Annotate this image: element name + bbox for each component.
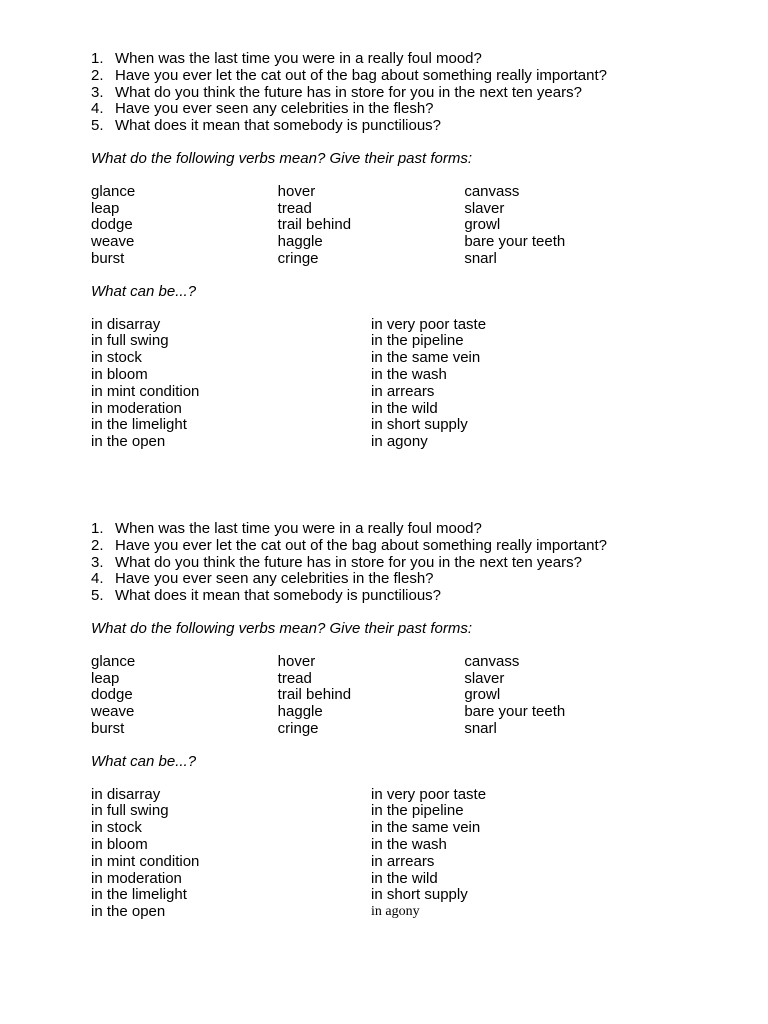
verb-column <box>464 184 651 268</box>
question-item: 1. When was the last time you were in a really foul mood? <box>91 50 482 67</box>
phrases-instruction: What can be...? <box>91 752 197 770</box>
question-item: 3. What do you think the future has in store for you in the next ten years? <box>91 83 582 101</box>
phrase-item: in agony <box>371 433 428 451</box>
question-item: 2. Have you ever let the cat out of the bag about something really important? <box>91 536 607 554</box>
phrase-item: in stock <box>91 819 142 837</box>
verb-item: tread <box>277 669 312 687</box>
phrase-item: in bloom <box>91 835 148 853</box>
question-item: 1. When was the last time you were in a really foul mood? <box>91 520 482 537</box>
verb-item: glance <box>91 182 136 200</box>
phrase-item: in mint condition <box>91 382 200 400</box>
verb-item: slaver <box>464 669 505 687</box>
phrase-item: in the pipeline <box>371 802 464 820</box>
verb-item: slaver <box>464 199 505 217</box>
worksheet-section-2 <box>91 521 651 921</box>
verb-column <box>278 654 465 738</box>
verb-item: bare your teeth <box>464 703 566 721</box>
phrase-item: in arrears <box>371 852 435 870</box>
verb-table <box>91 654 651 738</box>
verb-item: leap <box>91 199 120 217</box>
phrase-column <box>91 787 371 921</box>
verb-item: canvass <box>464 652 520 670</box>
verb-item: dodge <box>91 686 133 704</box>
question-item: 2. Have you ever let the cat out of the bag about something really important? <box>91 66 607 84</box>
verb-item: snarl <box>464 719 497 737</box>
verb-item: burst <box>91 249 125 267</box>
phrase-item: in the wild <box>371 869 438 887</box>
question-text: Have you ever seen any celebrities in the flesh? <box>115 100 434 118</box>
phrase-item: in the open <box>91 433 166 451</box>
verb-item: dodge <box>91 216 133 234</box>
verb-item: burst <box>91 719 125 737</box>
verb-item: weave <box>91 233 135 251</box>
phrase-item: in agony <box>371 904 420 920</box>
question-list <box>91 51 651 135</box>
verb-column <box>91 654 278 738</box>
phrase-item: in moderation <box>91 399 182 417</box>
phrase-item: in the wash <box>371 835 447 853</box>
question-text: Have you ever seen any celebrities in the flesh? <box>115 570 434 588</box>
question-text: What does it mean that somebody is punctilious? <box>115 587 442 605</box>
phrase-item: in mint condition <box>91 852 200 870</box>
verb-column <box>278 184 465 268</box>
question-item: 4. Have you ever seen any celebrities in the flesh? <box>91 100 434 118</box>
question-text: Have you ever let the cat out of the bag about something really important? <box>115 536 607 554</box>
verb-item: hover <box>277 182 316 200</box>
verb-item: growl <box>464 216 501 234</box>
phrase-item: in very poor taste <box>371 315 487 333</box>
phrase-item: in the same vein <box>371 819 481 837</box>
question-item: 4. Have you ever seen any celebrities in the flesh? <box>91 570 434 588</box>
phrase-item: in moderation <box>91 869 182 887</box>
verb-item: trail behind <box>277 216 352 234</box>
phrase-item: in the same vein <box>371 349 481 367</box>
question-item: 5. What does it mean that somebody is punctilious? <box>91 587 442 605</box>
verb-column <box>464 654 651 738</box>
phrase-column <box>91 317 371 451</box>
verbs-instruction: What do the following verbs mean? Give their past forms: <box>91 149 473 167</box>
question-text: What does it mean that somebody is punctilious? <box>115 117 442 135</box>
verb-item: haggle <box>277 703 323 721</box>
question-text: When was the last time you were in a really foul mood? <box>115 520 482 537</box>
phrase-item: in disarray <box>91 785 161 803</box>
phrase-item: in bloom <box>91 365 148 383</box>
phrase-table <box>91 317 651 451</box>
verb-table <box>91 184 651 268</box>
verb-item: tread <box>277 199 312 217</box>
worksheet-section-1 <box>91 51 651 451</box>
verb-column <box>91 184 278 268</box>
phrase-table <box>91 787 651 921</box>
phrase-item: in short supply <box>371 886 468 904</box>
phrases-instruction: What can be...? <box>91 282 197 300</box>
phrase-item: in stock <box>91 349 142 367</box>
phrase-item: in disarray <box>91 315 161 333</box>
verbs-instruction: What do the following verbs mean? Give their past forms: <box>91 619 473 637</box>
verb-item: trail behind <box>277 686 352 704</box>
verb-item: hover <box>277 652 316 670</box>
phrase-item: in the pipeline <box>371 332 464 350</box>
phrase-item: in the limelight <box>91 416 187 434</box>
verb-item: leap <box>91 669 120 687</box>
verb-item: canvass <box>464 182 520 200</box>
question-text: What do you think the future has in store for you in the next ten years? <box>115 83 582 101</box>
verb-item: cringe <box>277 249 319 267</box>
verb-item: glance <box>91 652 136 670</box>
phrase-item: in very poor taste <box>371 785 487 803</box>
verb-item: haggle <box>277 233 323 251</box>
question-text: Have you ever let the cat out of the bag about something really important? <box>115 66 607 84</box>
phrase-item: in the wild <box>371 399 438 417</box>
verb-item: bare your teeth <box>464 233 566 251</box>
question-item: 5. What does it mean that somebody is punctilious? <box>91 117 442 135</box>
phrase-column <box>371 317 651 451</box>
verb-item: weave <box>91 703 135 721</box>
question-item: 3. What do you think the future has in store for you in the next ten years? <box>91 553 582 571</box>
phrase-item: in full swing <box>91 332 169 350</box>
question-text: What do you think the future has in store for you in the next ten years? <box>115 553 582 571</box>
question-list <box>91 521 651 605</box>
question-text: When was the last time you were in a really foul mood? <box>115 50 482 67</box>
verb-item: cringe <box>277 719 319 737</box>
phrase-item: in the wash <box>371 365 447 383</box>
phrase-item: in full swing <box>91 802 169 820</box>
phrase-item: in the limelight <box>91 886 187 904</box>
verb-item: growl <box>464 686 501 704</box>
phrase-column <box>371 787 651 921</box>
phrase-item: in arrears <box>371 382 435 400</box>
verb-item: snarl <box>464 249 497 267</box>
phrase-item: in the open <box>91 903 166 921</box>
phrase-item: in short supply <box>371 416 468 434</box>
